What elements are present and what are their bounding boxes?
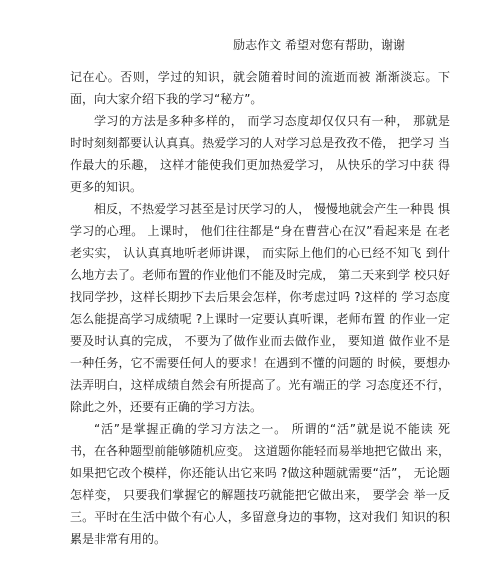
- paragraph-3: 相反，不热爱学习甚至是讨厌学习的人， 慢慢地就会产生一种畏 惧学习的心理。 上课时， 他们往往都是“身在曹营心在汉”看起来是 在老老实实， 认认真真地听老师讲课， 而实际上他们的心已经不知飞 到什么地方去了。老师布置的作业他们不能及时完成， 第二天来到学 校只好找同学抄，这样长期抄下去后果会怎样，你考虑过吗 ?这样的 学习态度怎么能提高学习成绩呢 ?上课时一定要认真听课，老师布置 的作业一定要及时认真的完成， 不要为了做作业而去做作业， 要知道 做作业不是一种任务，它不需要任何人的要求！在遇到不懂的问题的 时候，要想办法弄明白，这样成绩自然会有所提高了。光有端正的学 习态度还不行，除此之外，还要有正确的学习方法。: [70, 202, 450, 414]
- document-body: [70, 66, 450, 550]
- paragraph-2: 学习的方法是多种多样的， 而学习态度却仅仅只有一种， 那就是 时时刻刻都要认认真真。热爱学习的人对学习总是孜孜不倦， 把学习 当作最大的乐趣， 这样才能使我们更加热爱学习， 从快乐的学习中获 得更多的知识。: [70, 114, 450, 194]
- paragraph-1: 记在心。否则，学过的知识，就会随着时间的流逝而被 渐渐淡忘。下面，向大家介绍下我的学习“秘方”。: [70, 70, 450, 106]
- page-header: 励志作文 希望对您有帮助，谢谢: [233, 38, 405, 52]
- paragraph-4: “活”是掌握正确的学习方法之一。 所谓的“活”就是说不能读 死书，在各种题型前能够随机应变。 这道题你能轻而易举地把它做出 来，如果把它改个模样，你还能认出它来吗 ?做这种题就需要“活”， 无论题怎样变， 只要我们掌握它的解题技巧就能把它做出来， 要学会 举一反三。平时在生活中做个有心人，多留意身边的事物，这对我们 知识的积累是非常有用的。: [70, 422, 450, 546]
